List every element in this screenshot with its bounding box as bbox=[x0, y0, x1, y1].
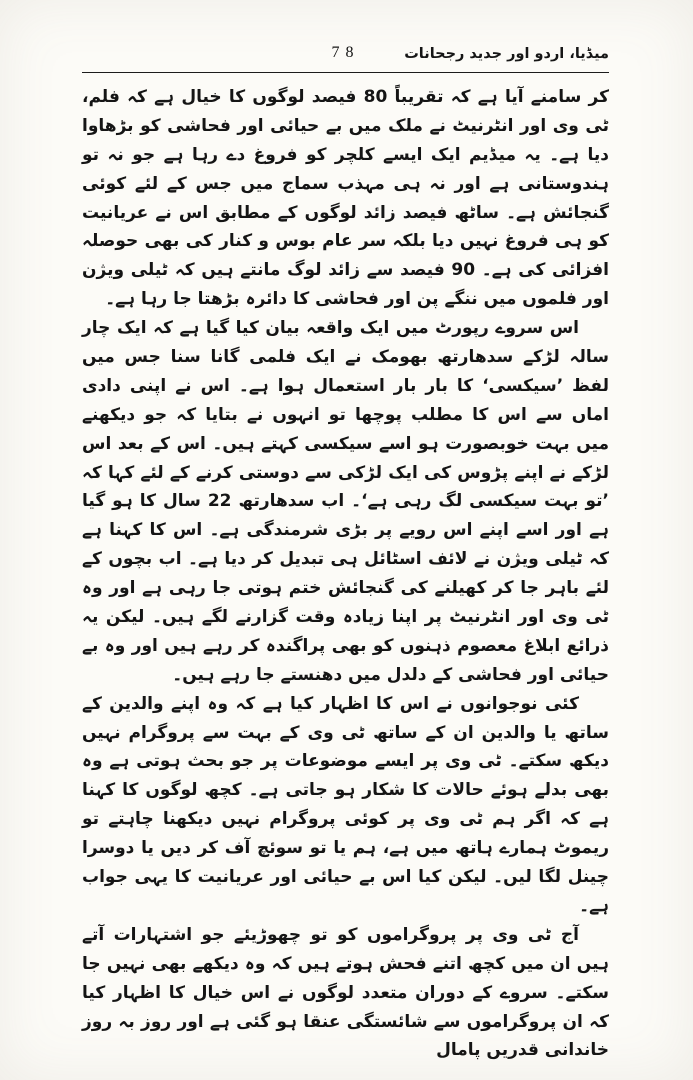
paragraph-4: آج ٹی وی پر پروگراموں کو تو چھوڑیئے جو اشتہارات آتے ہیں ان میں کچھ اتنے فحش ہوتے ہیں کہ وہ دیکھے بھی نہیں جا سکتے۔ سروے کے دوران متعدد لوگوں نے اس خیال کا اظہار کیا کہ ان پروگراموں سے شائستگی عنقا ہو گئی ہے اور روز بہ روز خاندانی قدریں پامال bbox=[82, 924, 609, 1061]
paragraph-3: کئی نوجوانوں نے اس کا اظہار کیا ہے کہ وہ اپنے والدین کے ساتھ یا والدین ان کے ساتھ ٹی وی کے بہت سے پروگرام نہیں دیکھ سکتے۔ ٹی وی پر ایسے موضوعات پر جو بحث ہوتی ہے وہ بھی بدلے ہوئے حالات کا شکار ہو جاتی ہے۔ کچھ لوگوں کا کہنا ہے کہ اگر ہم ٹی وی پر کوئی پروگرام نہیں دیکھنا چاہتے تو ریموٹ ہمارے ہاتھ میں ہے، ہم یا تو سوئچ آف کر دیں یا دوسرا چینل لگا لیں۔ لیکن کیا اس بے حیائی اور عریانیت کا یہی جواب ہے۔ bbox=[82, 693, 609, 916]
paragraph-2: اس سروے رپورٹ میں ایک واقعہ بیان کیا گیا ہے کہ ایک چار سالہ لڑکے سدھارتھ بھومک نے ایک فلمی گانا سنا جس میں لفظ ’سیکسی‘ کا بار بار استعمال ہوا ہے۔ اس نے اپنی دادی اماں سے اس کا مطلب پوچھا تو انہوں نے بتایا کہ جو دیکھنے میں بہت خوبصورت ہو اسے سیکسی کہتے ہیں۔ اس کے بعد اس لڑکے نے اپنے پڑوس کی ایک لڑکی سے دوستی کرنے کے لئے کہا کہ ’تو بہت سیکسی لگ رہی ہے‘۔ اب سدھارتھ 22 سال کا ہو گیا ہے اور اسے اپنے اس رویے پر بڑی شرمندگی ہے۔ اس کا کہنا ہے کہ ٹیلی ویژن نے لائف اسٹائل ہی تبدیل کر دیا ہے۔ اب بچوں کے لئے باہر جا کر کھیلنے کی گنجائش ختم ہوتی جا رہی ہے اور وہ ٹی وی اور انٹرنیٹ پر اپنا زیادہ وقت گزارنے لگے ہیں۔ لیکن یہ ذرائع ابلاغ معصوم ذہنوں کو بھی پراگندہ کر رہے ہیں اور وہ بے حیائی اور فحاشی کے دلدل میں دھنستے جا رہے ہیں۔ bbox=[82, 318, 609, 685]
page-number: 78 bbox=[331, 44, 360, 61]
paragraph-1: کر سامنے آیا ہے کہ تقریباً 80 فیصد لوگوں کا خیال ہے کہ فلم، ٹی وی اور انٹرنیٹ نے ملک میں بے حیائی اور فحاشی کو بڑھاوا دیا ہے۔ یہ میڈیم ایک ایسے کلچر کو فروغ دے رہا ہے جو نہ تو ہندوستانی ہے اور نہ ہی مہذب سماج میں جس کے لئے کوئی گنجائش ہے۔ ساٹھ فیصد زائد لوگوں کے مطابق اس نے عریانیت کو ہی فروغ نہیں دیا بلکہ سر عام بوس و کنار کی بھی حوصلہ افزائی کی ہے۔ 90 فیصد سے زائد لوگ مانتے ہیں کہ ٹیلی ویژن اور فلموں میں ننگے پن اور فحاشی کا دائرہ بڑھتا جا رہا ہے۔ bbox=[82, 87, 609, 310]
running-header-title: میڈیا، اردو اور جدید رجحانات bbox=[404, 46, 609, 62]
body-text bbox=[82, 83, 609, 1065]
page-header bbox=[82, 42, 609, 73]
